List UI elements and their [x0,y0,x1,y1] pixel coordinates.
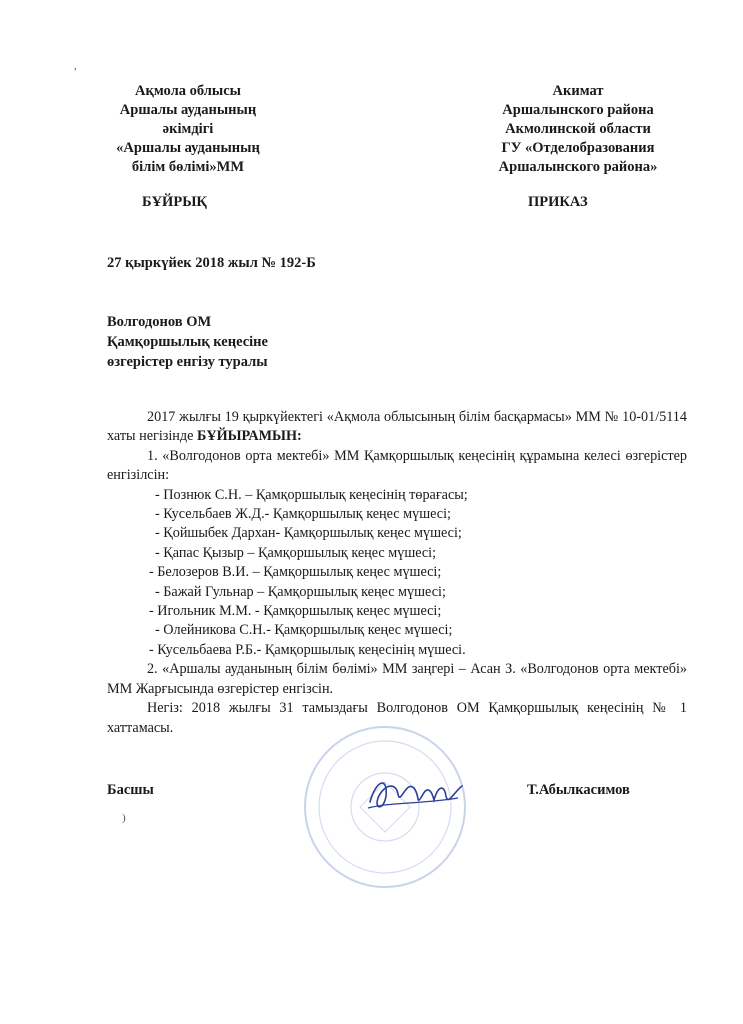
header-right-line: Акимат [552,83,604,99]
intro-bold: БҰЙЫРАМЫН: [196,428,302,445]
header-right-line: Аршалынского района» [498,159,658,175]
subject-line: өзгерістер енгізу туралы [107,354,268,370]
handwritten-signature [362,762,472,822]
scan-mark: , [74,60,77,72]
member-item: - Белозеров В.И. – Қамқоршылық кеңес мүшесі; [149,564,442,581]
signatory-name: Т.Абылкасимов [527,782,630,798]
order-subject [107,312,268,372]
header-right-ru [468,82,688,177]
header-left-line: білім бөлімі»ММ [131,159,245,175]
header-left-line: «Аршалы ауданының [116,140,260,156]
header-left-line: Аршалы ауданының [119,102,257,118]
member-item: - Игольник М.М. - Қамқоршылық кеңес мүшесі; [149,603,442,620]
point-1: 1. «Волгодонов орта мектебі» ММ Қамқоршылық кеңесінің құрамына келесі өзгерістер енгізілсін: [107,447,687,484]
order-body [107,408,687,738]
header-left-line: Ақмола облысы [135,83,241,99]
member-item: - Қапас Қызыр – Қамқоршылық кеңес мүшесі; [155,544,437,561]
point-2: 2. «Аршалы ауданының білім бөлімі» ММ заңгері – Асан З. «Волгодонов орта мектебі» ММ Жарғысында өзгерістер енгізсін. [107,661,687,697]
member-item: - Кусельбаев Ж.Д.- Қамқоршылық кеңес мүшесі; [155,506,451,523]
order-date-number: 27 қыркүйек 2018 жыл № 192-Б [107,255,316,271]
header-left-kz [88,82,288,177]
intro-text: 2017 жылғы 19 қыркүйектегі «Ақмола облысының білім басқармасы» ММ № 10-01/5114 хаты негізінде [107,409,687,445]
member-item: - Қойшыбек Дархан- Қамқоршылық кеңес мүшесі; [155,525,462,542]
header-right-line: Акмолинской области [505,121,651,137]
header-right-line: Аршалынского района [502,102,654,118]
title-ru: ПРИКАЗ [528,194,588,210]
member-item: - Бажай Гульнар – Қамқоршылық кеңес мүшесі; [155,583,446,600]
header-left-line: әкімдігі [162,121,214,137]
title-kz: БҰЙРЫҚ [142,194,207,210]
header-right-line: ГУ «Отделобразования [501,140,655,156]
intro-paragraph [107,408,687,447]
member-item: - Олейникова С.Н.- Қамқоршылық кеңес мүшесі; [155,622,453,639]
subject-line: Қамқоршылық кеңесіне [107,334,268,350]
subject-line: Волгодонов ОМ [107,314,212,330]
basis-paragraph: Негіз: 2018 жылғы 31 тамыздағы Волгодонов ОМ Қамқоршылық кеңесінің № 1 хаттамасы. [107,700,687,736]
scan-mark: ) [122,812,126,824]
member-item: - Кусельбаева Р.Б.- Қамқоршылық кеңесінің мүшесі. [149,641,466,658]
member-item: - Познюк С.Н. – Қамқоршылық кеңесінің төрағасы; [155,486,468,503]
signatory-role: Басшы [107,782,154,798]
